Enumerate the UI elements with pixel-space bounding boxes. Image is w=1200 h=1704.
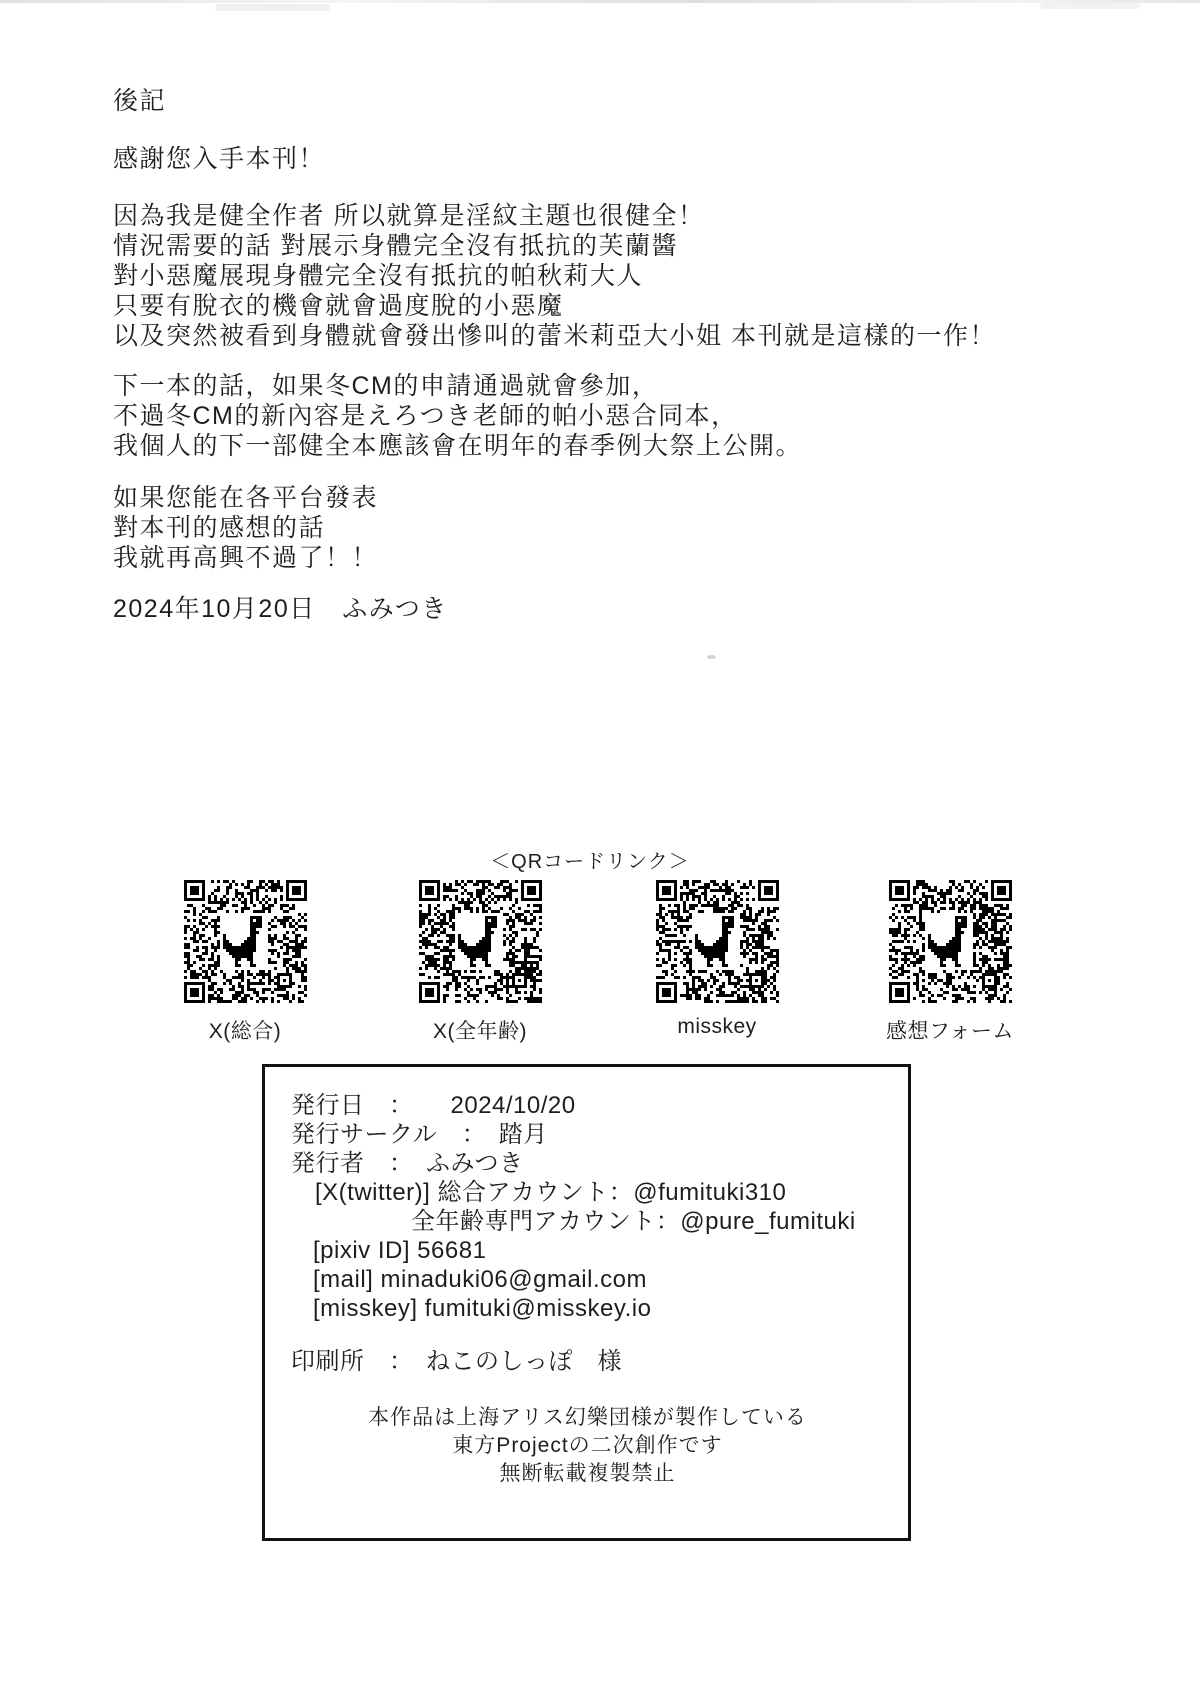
- afterword-section: [113, 86, 996, 624]
- afterword-paragraph: [113, 371, 996, 461]
- afterword-paragraph: [113, 144, 996, 174]
- disclaimer-line: 無断転載複製禁止: [499, 1462, 676, 1485]
- colophon-row-publisher: 発行者 ： ふみつき: [291, 1150, 524, 1177]
- qr-item: [155, 880, 335, 1045]
- afterword-line: 下一本的話，如果冬CM的申請通過就會參加，: [113, 372, 659, 400]
- qr-label: X(全年齢): [433, 1020, 527, 1043]
- afterword-paragraph: [113, 483, 996, 573]
- qr-item: [860, 880, 1040, 1045]
- colophon-row-publish-date: 発行日 ： 2024/10/20: [291, 1092, 576, 1119]
- afterword-date-signature: 2024年10月20日 ふみつき: [113, 595, 448, 623]
- qr-label: X(総合): [208, 1020, 282, 1043]
- afterword-paragraph: [113, 201, 996, 351]
- qr-code-dino-icon: [184, 880, 307, 1003]
- afterword-line: 只要有脫衣的機會就會過度脫的小惡魔: [113, 292, 564, 320]
- qr-label: 感想フォーム: [886, 1020, 1014, 1043]
- afterword-line: 不過冬CM的新內容是えろつき老師的帕小惡合同本，: [113, 402, 738, 430]
- scan-artifact-top-edge: [0, 0, 1200, 3]
- colophon-row-twitter-allages: 全年齢専門アカウント：@pure_fumituki: [411, 1208, 856, 1235]
- afterword-line: 對本刊的感想的話: [113, 514, 326, 542]
- qr-code-dino-icon: [656, 880, 779, 1003]
- colophon-disclaimer: [291, 1404, 884, 1488]
- colophon-row-printer: 印刷所 ： ねこのしっぽ 様: [291, 1348, 622, 1375]
- afterword-line: 情況需要的話 對展示身體完全沒有抵抗的芙蘭醬: [113, 232, 678, 260]
- afterword-line: 對小惡魔展現身體完全沒有抵抗的帕秋莉大人: [113, 262, 644, 290]
- scan-artifact-dot: [707, 655, 716, 659]
- afterword-line: 我就再高興不過了！！: [113, 544, 379, 572]
- afterword-line: 感謝您入手本刊！: [113, 145, 326, 173]
- afterword-line: 以及突然被看到身體就會發出慘叫的蕾米莉亞大小姐 本刊就是這樣的一作！: [113, 322, 996, 350]
- colophon-box: [262, 1064, 911, 1541]
- afterword-title: 後記: [113, 87, 167, 115]
- colophon-row-twitter-main: [X(twitter)] 総合アカウント：@fumituki310: [315, 1179, 787, 1206]
- qr-section-heading: ＜QRコードリンク＞: [490, 851, 690, 873]
- colophon-row-misskey: [misskey] fumituki@misskey.io: [313, 1295, 652, 1322]
- scan-artifact-smudge: [1040, 3, 1140, 9]
- qr-item: [390, 880, 570, 1045]
- afterword-line: 如果您能在各平台發表: [113, 484, 379, 512]
- scan-artifact-smudge: [215, 4, 330, 11]
- qr-code-dino-icon: [419, 880, 542, 1003]
- colophon-row-mail: [mail] minaduki06@gmail.com: [313, 1266, 647, 1293]
- colophon-row-circle: 発行サークル ： 踏月: [291, 1121, 548, 1148]
- qr-item: [627, 880, 807, 1039]
- qr-label: misskey: [677, 1015, 757, 1038]
- colophon-row-pixiv: [pixiv ID] 56681: [313, 1237, 487, 1264]
- afterword-line: 我個人的下一部健全本應該會在明年的春季例大祭上公開。: [113, 432, 803, 460]
- disclaimer-line: 東方Projectの二次創作です: [452, 1434, 723, 1457]
- disclaimer-line: 本作品は上海アリス幻樂団様が製作している: [368, 1406, 807, 1429]
- qr-code-dino-icon: [889, 880, 1012, 1003]
- afterword-line: 因為我是健全作者 所以就算是淫紋主題也很健全！: [113, 202, 705, 230]
